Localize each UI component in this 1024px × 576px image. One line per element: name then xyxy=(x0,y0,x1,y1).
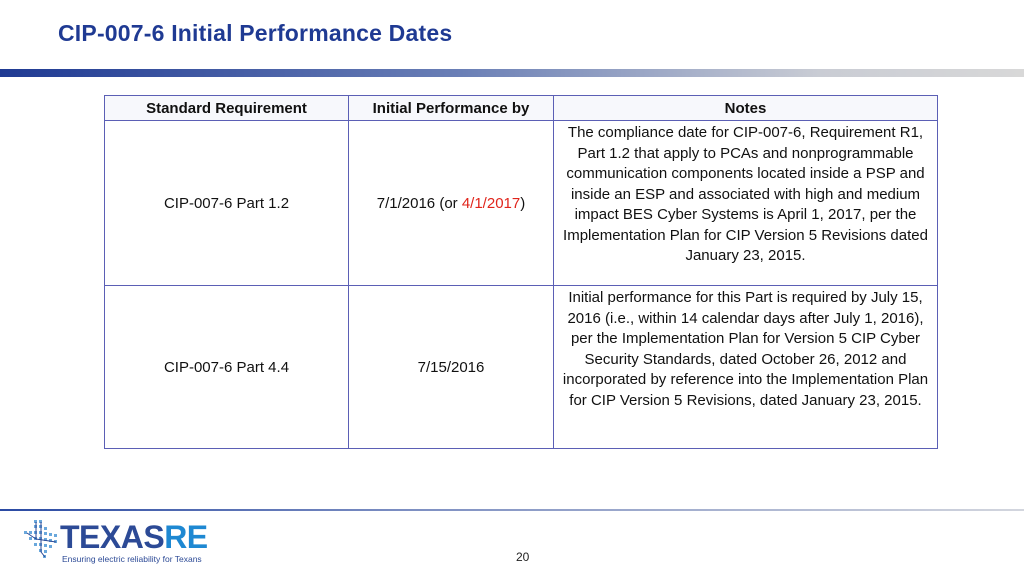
date-suffix: ) xyxy=(520,194,526,212)
table-header-row xyxy=(105,96,938,121)
date-cell: 7/15/2016 xyxy=(349,286,554,449)
column-header-notes: Notes xyxy=(554,96,938,121)
title-divider xyxy=(0,69,1024,77)
logo-wordmark: TEXASRE xyxy=(60,519,208,555)
column-header-initial-performance: Initial Performance by xyxy=(349,96,554,121)
logo-tagline: Ensuring electric reliability for Texans xyxy=(62,554,202,564)
notes-cell: The compliance date for CIP-007-6, Requirement R1, Part 1.2 that apply to PCAs and nonprogrammable communication components located inside a PSP and inside an ESP and associated with high and medium impact BES Cyber Systems is April 1, 2017, per the Implementation Plan for CIP Version 5 Revisions dated January 23, 2015. xyxy=(554,121,938,286)
footer-divider xyxy=(0,509,1024,511)
performance-dates-table xyxy=(104,95,938,449)
date-text: 7/1/2016 (or xyxy=(376,194,462,212)
table-row xyxy=(105,121,938,286)
date-highlight: 4/1/2017 xyxy=(461,194,521,212)
texas-circuit-icon xyxy=(22,518,62,562)
requirement-cell: CIP-007-6 Part 4.4 xyxy=(105,286,349,449)
texas-re-logo xyxy=(22,518,212,566)
page-title: CIP-007-6 Initial Performance Dates xyxy=(58,20,453,46)
date-cell xyxy=(349,121,554,286)
table-row xyxy=(105,286,938,449)
page-number: 20 xyxy=(516,550,530,564)
notes-cell: Initial performance for this Part is required by July 15, 2016 (i.e., within 14 calendar days after July 1, 2016), per the Implementation Plan for Version 5 CIP Cyber Security Standards, dated October 26, 2012 and incorporated by reference into the Implementation Plan for CIP Version 5 Revisions, dated January 23, 2015. xyxy=(554,286,938,449)
column-header-standard-requirement: Standard Requirement xyxy=(105,96,349,121)
requirement-cell: CIP-007-6 Part 1.2 xyxy=(105,121,349,286)
